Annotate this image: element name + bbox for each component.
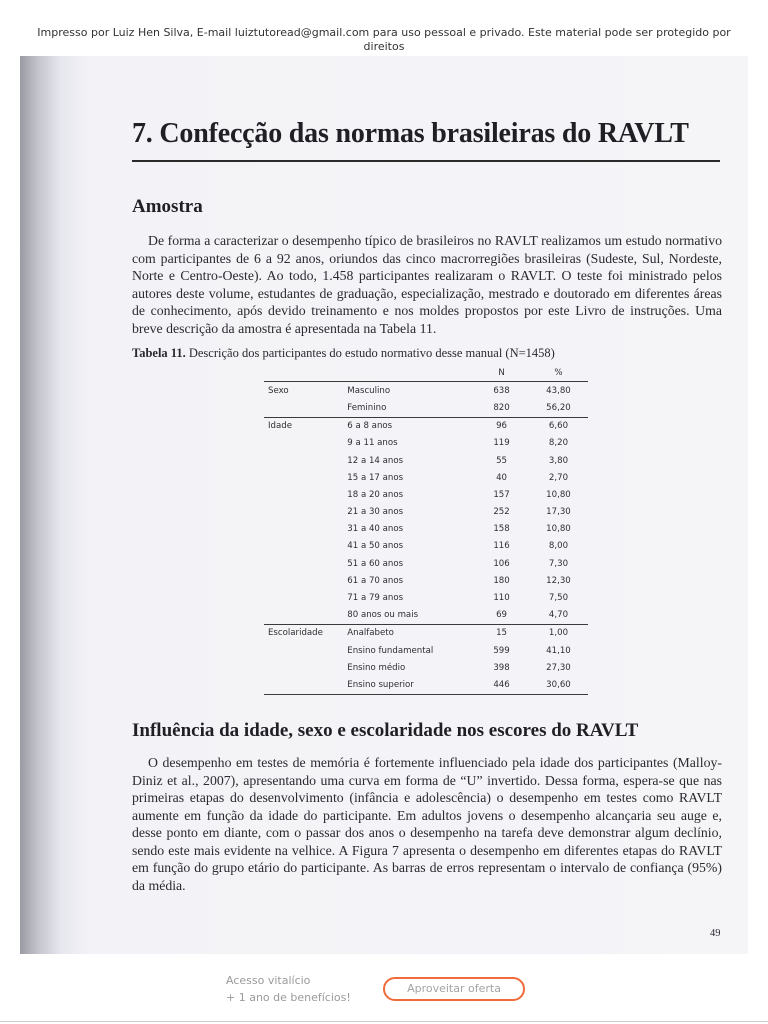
row-n: 96 — [496, 421, 507, 432]
table-row — [264, 538, 588, 555]
row-group — [264, 642, 347, 659]
row-group — [264, 538, 347, 555]
row-group — [264, 607, 347, 625]
header-pct: % — [529, 364, 588, 382]
row-pct: 17,30 — [546, 507, 571, 518]
table-row — [264, 607, 588, 625]
table-row — [264, 572, 588, 589]
row-n: 599 — [493, 645, 510, 656]
row-group — [264, 676, 347, 694]
row-n: 119 — [493, 438, 510, 449]
table-row — [264, 642, 588, 659]
row-group — [264, 399, 347, 417]
row-pct: 10,80 — [546, 489, 571, 500]
row-group — [264, 521, 347, 538]
row-category: 41 a 50 anos — [347, 541, 404, 552]
row-n: 106 — [493, 558, 510, 569]
row-group — [264, 589, 347, 606]
table-row — [264, 469, 588, 486]
row-n: 157 — [493, 489, 510, 500]
row-category: 21 a 30 anos — [347, 507, 404, 518]
table-caption-label: Tabela 11. — [132, 346, 186, 360]
table-caption-text: Descrição dos participantes do estudo normativo desse manual (N=1458) — [185, 346, 555, 360]
scanned-page — [20, 56, 748, 954]
row-group: Escolaridade — [268, 628, 323, 639]
row-category: Analfabeto — [347, 628, 394, 639]
row-group: Idade — [268, 421, 292, 432]
table-header-row — [264, 364, 588, 382]
row-group — [264, 659, 347, 676]
row-pct: 4,70 — [529, 607, 588, 625]
row-pct: 27,30 — [546, 662, 571, 673]
row-category: 18 a 20 anos — [347, 489, 404, 500]
row-n: 446 — [474, 676, 529, 694]
row-category: Ensino superior — [347, 676, 474, 694]
row-n: 180 — [493, 575, 510, 586]
watermark-line-1: Impresso por Luiz Hen Silva, E-mail luiztutoread@gmail.com para uso pessoal e privado. Este material pode ser protegido por direitos — [37, 26, 731, 53]
promo-line-1: Acesso vitalício — [226, 974, 311, 987]
row-category: Ensino médio — [347, 662, 406, 673]
row-group — [264, 435, 347, 452]
row-group — [264, 555, 347, 572]
row-category: 31 a 40 anos — [347, 524, 404, 535]
row-group — [264, 486, 347, 503]
row-n: 55 — [496, 455, 507, 466]
row-category: 9 a 11 anos — [347, 438, 398, 449]
row-pct: 10,80 — [546, 524, 571, 535]
title-divider — [132, 160, 720, 162]
row-category: 6 a 8 anos — [347, 421, 393, 432]
row-pct: 8,00 — [548, 541, 569, 552]
table-row — [264, 417, 588, 435]
row-category: Masculino — [347, 385, 391, 396]
row-category: 51 a 60 anos — [347, 558, 404, 569]
row-group — [264, 452, 347, 469]
bottom-divider — [0, 1021, 768, 1022]
table-row — [264, 659, 588, 676]
row-n: 820 — [474, 399, 529, 417]
row-pct: 7,50 — [548, 593, 569, 604]
participants-table — [264, 364, 588, 695]
row-n: 69 — [474, 607, 529, 625]
table-row — [264, 452, 588, 469]
promo-text — [226, 972, 351, 1006]
row-category: 12 a 14 anos — [347, 455, 404, 466]
row-pct: 12,30 — [546, 575, 571, 586]
row-category: 15 a 17 anos — [347, 472, 404, 483]
row-pct: 30,60 — [529, 676, 588, 694]
table-row — [264, 676, 588, 694]
row-category: Feminino — [347, 399, 474, 417]
table-row — [264, 504, 588, 521]
chapter-title: 7. Confecção das normas brasileiras do RAVLT — [132, 118, 689, 149]
row-category: 71 a 79 anos — [347, 593, 404, 604]
paragraph-influencia: O desempenho em testes de memória é fortemente influenciado pela idade dos participantes (Malloy-Diniz et al., 2007), apresentando uma curva em forma de “U” invertido. Dessa forma, espera-se que nas primeiras etapas do desenvolvimento (infância e adolescência) o desempenho em testes como RAVLT aumente em função da idade do participante. Em adultos jovens o desempenho alcançaria seu auge e, desse ponto em diante, com o passar dos anos o desempenho na tarefa deve demonstrar algum declínio, sendo este mais evidente na velhice. A Figura 7 apresenta o desempenho em diferentes etapas do RAVLT em função do grupo etário do participante. As barras de erros representam o intervalo de confiança (95%) da média. — [132, 755, 722, 893]
promo-line-2: + 1 ano de benefícios! — [226, 991, 351, 1004]
row-group: Sexo — [268, 385, 289, 396]
row-n: 15 — [496, 628, 507, 639]
row-pct: 3,80 — [548, 455, 569, 466]
row-n: 158 — [493, 524, 510, 535]
row-category: 80 anos ou mais — [347, 607, 474, 625]
section-heading-amostra: Amostra — [132, 196, 203, 217]
table-row — [264, 399, 588, 417]
section-heading-influencia: Influência da idade, sexo e escolaridade nos escores do RAVLT — [132, 720, 639, 741]
page-number: 49 — [710, 928, 721, 939]
row-pct: 56,20 — [529, 399, 588, 417]
row-n: 638 — [493, 385, 510, 396]
paragraph-amostra: De forma a caracterizar o desempenho típico de brasileiros no RAVLT realizamos um estudo normativo com participantes de 6 a 92 anos, oriundos das cinco macrorregiões brasileiras (Sudeste, Sul, Nordeste, Norte e Centro-Oeste). Ao todo, 1.458 participantes realizaram o RAVLT. O teste foi ministrado pelos autores deste volume, estudantes de graduação, especialização, mestrado e doutorado em diferentes áreas de conhecimento, após devido treinamento e nos moldes propostos por este Livro de instruções. Uma breve descrição da amostra é apresentada na Tabela 11. — [132, 233, 722, 336]
table-row — [264, 521, 588, 538]
row-n: 110 — [493, 593, 510, 604]
row-category: 61 a 70 anos — [347, 575, 404, 586]
row-n: 40 — [496, 472, 507, 483]
row-group — [264, 504, 347, 521]
row-pct: 1,00 — [548, 628, 569, 639]
table-caption — [132, 346, 555, 361]
table-row — [264, 435, 588, 452]
row-n: 252 — [493, 507, 510, 518]
table-row — [264, 624, 588, 642]
row-n: 398 — [493, 662, 510, 673]
row-pct: 7,30 — [548, 558, 569, 569]
offer-button[interactable]: Aproveitar oferta — [383, 977, 525, 1001]
table-row — [264, 589, 588, 606]
header-n: N — [474, 364, 529, 382]
row-group — [264, 572, 347, 589]
row-pct: 43,80 — [546, 385, 571, 396]
row-pct: 2,70 — [548, 472, 569, 483]
row-group — [264, 469, 347, 486]
table-row — [264, 486, 588, 503]
table-row — [264, 382, 588, 400]
row-category: Ensino fundamental — [347, 645, 434, 656]
row-pct: 41,10 — [546, 645, 571, 656]
row-pct: 8,20 — [548, 438, 569, 449]
row-n: 116 — [493, 541, 510, 552]
row-pct: 6,60 — [548, 421, 569, 432]
table-row — [264, 555, 588, 572]
